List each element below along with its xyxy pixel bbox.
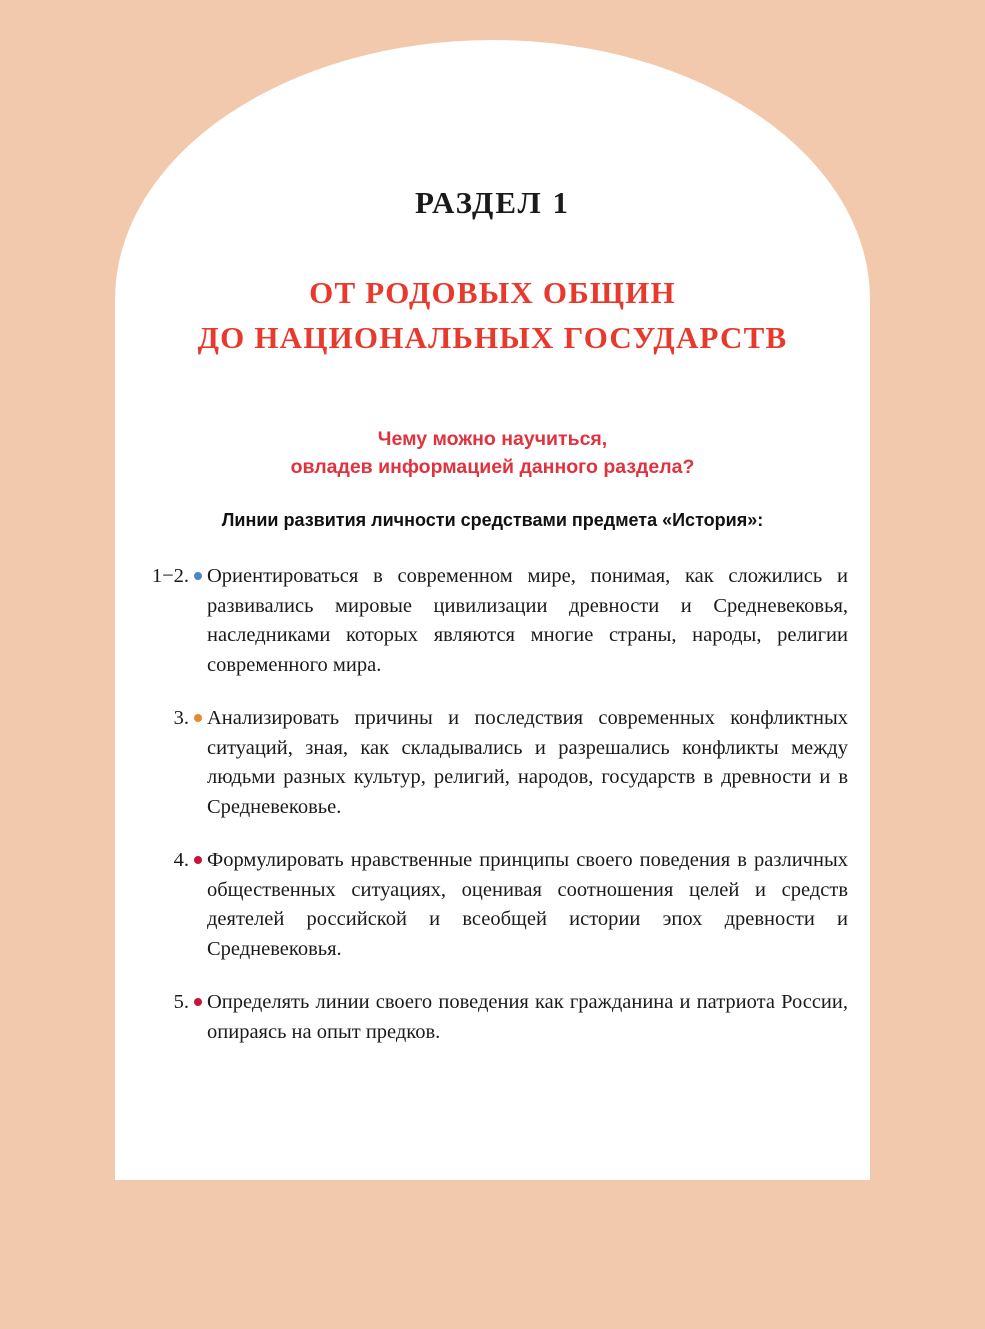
list-item-text: Анализировать причины и последствия современных конфликтных ситуаций, зная, как складывались и разрешались конфликты между людьми разных культур, религий, народов, государств в древности и в Средневековье. (207, 707, 848, 818)
section-title-line-2: ДО НАЦИОНАЛЬНЫХ ГОСУДАРСТВ (197, 320, 788, 355)
list-item (143, 846, 848, 964)
bullet-icon (189, 704, 207, 733)
list-item-text: Ориентироваться в современном мире, понимая, как сложились и развивались мировые цивилизации древности и Средневековья, наследниками которых являются многие страны, народы, религии современного мира. (207, 565, 848, 676)
list-item-number: 3. (173, 707, 189, 729)
learning-question-line-1: Чему можно научиться, (377, 428, 608, 450)
list-item-number: 1−2. (151, 565, 189, 587)
list-item-number: 5. (173, 991, 189, 1013)
list-item-text: Определять линии своего поведения как гражданина и патриота России, опираясь на опыт предков. (207, 991, 848, 1043)
development-lines-list (143, 562, 848, 1071)
bullet-icon (189, 988, 207, 1017)
list-item (143, 704, 848, 822)
learning-question-line-2: овладев информацией данного раздела? (290, 456, 695, 478)
learning-question (115, 425, 870, 481)
bullet-icon (189, 562, 207, 591)
list-item (143, 988, 848, 1047)
list-item-number: 4. (173, 849, 189, 871)
section-label: РАЗДЕЛ 1 (414, 185, 570, 220)
list-item (143, 562, 848, 680)
section-title-line-1: ОТ РОДОВЫХ ОБЩИН (309, 275, 676, 310)
section-title (115, 270, 870, 360)
development-lines-heading: Линии развития личности средствами предмета «История»: (221, 510, 764, 530)
list-item-text: Формулировать нравственные принципы своего поведения в различных общественных ситуациях, оценивая соотношения целей и средств деятелей российской и всеобщей истории эпох древности и Средневековья. (207, 849, 848, 960)
page-content (115, 40, 870, 1180)
bullet-icon (189, 846, 207, 875)
